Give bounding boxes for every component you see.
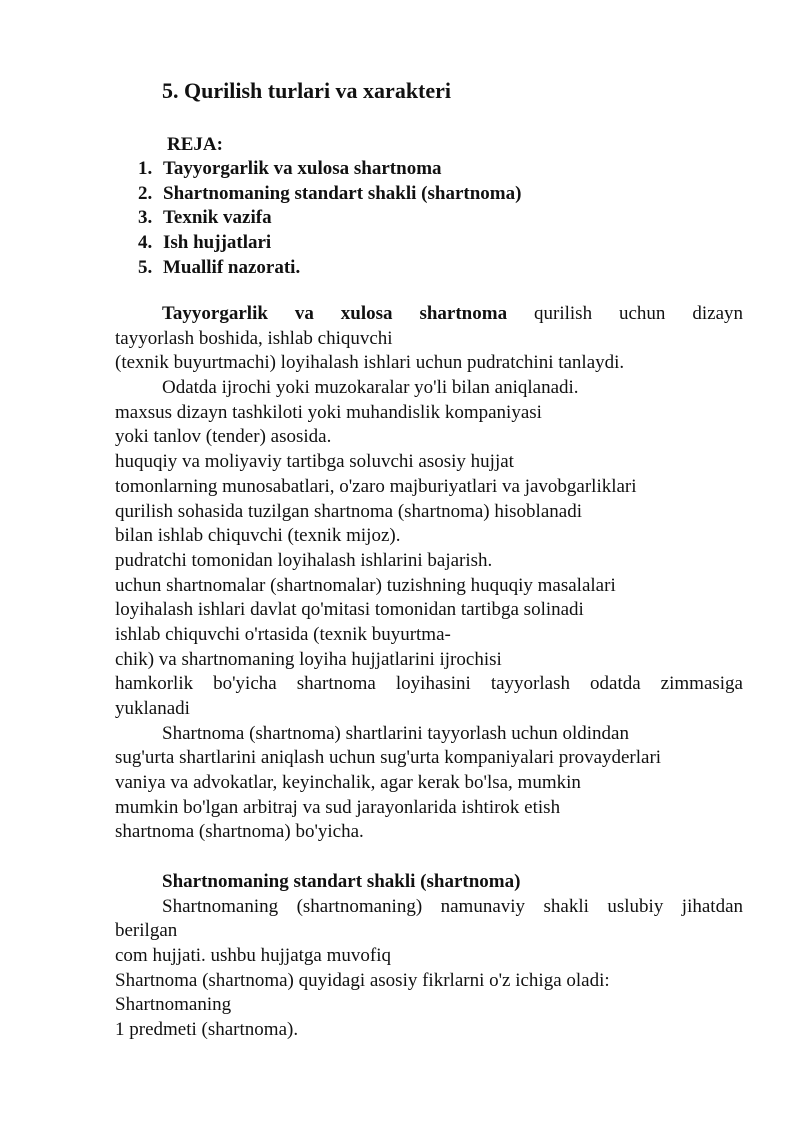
plan-item <box>138 231 521 256</box>
plan-label: REJA: <box>167 134 223 155</box>
text-line: yoki tanlov (tender) asosida. <box>115 426 332 448</box>
plan-item-text: Shartnomaning standart shakli (shartnoma) <box>163 182 522 204</box>
plan-item-number: 3. <box>138 207 153 229</box>
text-line: chik) va shartnomaning loyiha hujjatlarini ijrochisi <box>115 648 502 670</box>
text-line: loyihalash ishlari davlat qo'mitasi tomonidan tartibga solinadi <box>115 599 584 621</box>
plan-item <box>138 157 521 182</box>
section1-lead-bold: Tayyorgarlik va xulosa shartnoma <box>162 303 508 324</box>
text-line: bilan ishlab chiquvchi (texnik mijoz). <box>115 525 401 547</box>
plan-item-number: 4. <box>138 232 153 254</box>
text-line: shartnoma (shartnoma) bo'yicha. <box>115 821 364 843</box>
plan-item-text: Tayyorgarlik va xulosa shartnoma <box>163 158 442 179</box>
section2-heading <box>115 870 743 895</box>
plan-item <box>138 206 521 231</box>
text-line: vaniya va advokatlar, keyinchalik, agar kerak bo'lsa, mumkin <box>115 772 581 794</box>
plan-item <box>138 256 521 281</box>
text-line: Odatda ijrochi yoki muzokaralar yo'li bilan aniqlanadi. <box>162 377 579 399</box>
text-line: hamkorlik bo'yicha shartnoma loyihasini tayyorlash odatda zimmasiga <box>115 673 743 695</box>
plan-item-number: 5. <box>138 256 153 278</box>
plan-item-number: 2. <box>138 182 153 204</box>
page-title: 5. Qurilish turlari va xarakteri <box>162 78 452 103</box>
text-line: Shartnoma (shartnoma) quyidagi asosiy fikrlarni o'z ichiga oladi: <box>115 969 610 991</box>
plan-item-text: Texnik vazifa <box>163 207 272 229</box>
text-line: 1 predmeti (shartnoma). <box>115 1018 299 1040</box>
text-line: ishlab chiquvchi o'rtasida (texnik buyurtma- <box>115 623 451 645</box>
text-line: mumkin bo'lgan arbitraj va sud jarayonlarida ishtirok etish <box>115 796 561 818</box>
text-line: uchun shartnomalar (shartnomalar) tuzishning huquqiy masalalari <box>115 574 616 596</box>
text-line: com hujjati. ushbu hujjatga muvofiq <box>115 944 391 966</box>
text-line: qurilish sohasida tuzilgan shartnoma (shartnoma) hisoblanadi <box>115 500 582 522</box>
text-line: Shartnomaning (shartnomaning) namunaviy shakli uslubiy jihatdan <box>162 895 743 917</box>
text-line: yuklanadi <box>115 698 190 719</box>
section1-lead-line <box>115 302 743 327</box>
text-line: (texnik buyurtmachi) loyihalash ishlari uchun pudratchini tanlaydi. <box>115 352 625 374</box>
plan-item-number: 1. <box>138 158 153 179</box>
text-line: maxsus dizayn tashkiloti yoki muhandislik kompaniyasi <box>115 401 542 423</box>
plan-item-text: Muallif nazorati. <box>163 256 301 278</box>
text-line: Shartnoma (shartnoma) shartlarini tayyorlash uchun oldindan <box>162 722 629 744</box>
plan-item <box>138 182 521 207</box>
section2-heading-text: Shartnomaning standart shakli (shartnoma) <box>162 870 521 892</box>
text-line: pudratchi tomonidan loyihalash ishlarini bajarish. <box>115 549 493 571</box>
document-body <box>115 302 743 1043</box>
text-line: Shartnomaning <box>115 994 232 1016</box>
section1-lead-rest: qurilish uchun dizayn <box>507 303 744 324</box>
text-line: huquqiy va moliyaviy tartibga soluvchi asosiy hujjat <box>115 451 514 473</box>
text-line: tayyorlash boshida, ishlab chiquvchi <box>115 327 393 349</box>
paragraph-gap <box>115 845 743 870</box>
plan-item-text: Ish hujjatlari <box>163 232 272 254</box>
text-line: berilgan <box>115 920 178 942</box>
text-line: tomonlarning munosabatlari, o'zaro majburiyatlari va javobgarliklari <box>115 475 637 497</box>
text-line: sug'urta shartlarini aniqlash uchun sug'urta kompaniyalari provayderlari <box>115 747 662 769</box>
plan-list <box>138 157 521 280</box>
